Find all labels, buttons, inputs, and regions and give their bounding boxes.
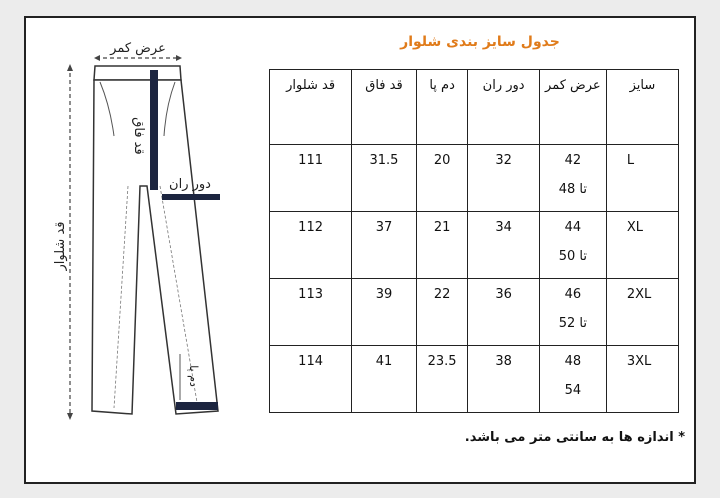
cell-waist: 44 تا 50 [539, 212, 606, 279]
table-header-row [270, 70, 679, 145]
cell-rise: 37 [352, 212, 417, 279]
length-label: قد شلوار [53, 221, 68, 271]
table-row [270, 279, 679, 346]
cell-hem: 22 [416, 279, 468, 346]
waist-label: عرض کمر [110, 41, 166, 56]
cell-waist: 42 تا 48 [539, 145, 606, 212]
units-note: * اندازه ها به سانتی متر می باشد. [464, 430, 685, 445]
header-length: قد شلوار [270, 70, 352, 145]
cell-hem: 23.5 [416, 346, 468, 413]
cell-rise: 31.5 [352, 145, 417, 212]
cell-size: 2XL [606, 279, 678, 346]
size-table [269, 69, 679, 413]
cell-thigh: 32 [468, 145, 539, 212]
header-size: سایز [606, 70, 678, 145]
waistband [94, 66, 181, 80]
cell-thigh: 36 [468, 279, 539, 346]
header-hem: دم پا [416, 70, 468, 145]
header-waist: عرض کمر [539, 70, 606, 145]
cell-waist: 46 تا 52 [539, 279, 606, 346]
header-thigh: دور ران [468, 70, 539, 145]
table-row [270, 346, 679, 413]
cell-waist: 48 54 [539, 346, 606, 413]
cell-size: 3XL [606, 346, 678, 413]
cell-rise: 39 [352, 279, 417, 346]
header-rise: قد فاق [352, 70, 417, 145]
thigh-label: دور ران [169, 177, 211, 192]
cell-thigh: 34 [468, 212, 539, 279]
thigh-bar [162, 194, 220, 200]
table-row [270, 212, 679, 279]
hem-bar [176, 402, 218, 410]
chart-title: جدول سایز بندی شلوار [400, 34, 560, 50]
cell-length: 112 [270, 212, 352, 279]
cell-rise: 41 [352, 346, 417, 413]
rise-bar [150, 70, 158, 190]
cell-length: 111 [270, 145, 352, 212]
cell-length: 113 [270, 279, 352, 346]
pants-diagram [40, 36, 240, 436]
rise-label: قد فاق [131, 117, 146, 155]
table-row [270, 145, 679, 212]
cell-hem: 21 [416, 212, 468, 279]
cell-length: 114 [270, 346, 352, 413]
cell-thigh: 38 [468, 346, 539, 413]
cell-size: XL [606, 212, 678, 279]
hem-label: دم پا [187, 365, 200, 387]
cell-size: L [606, 145, 678, 212]
cell-hem: 20 [416, 145, 468, 212]
